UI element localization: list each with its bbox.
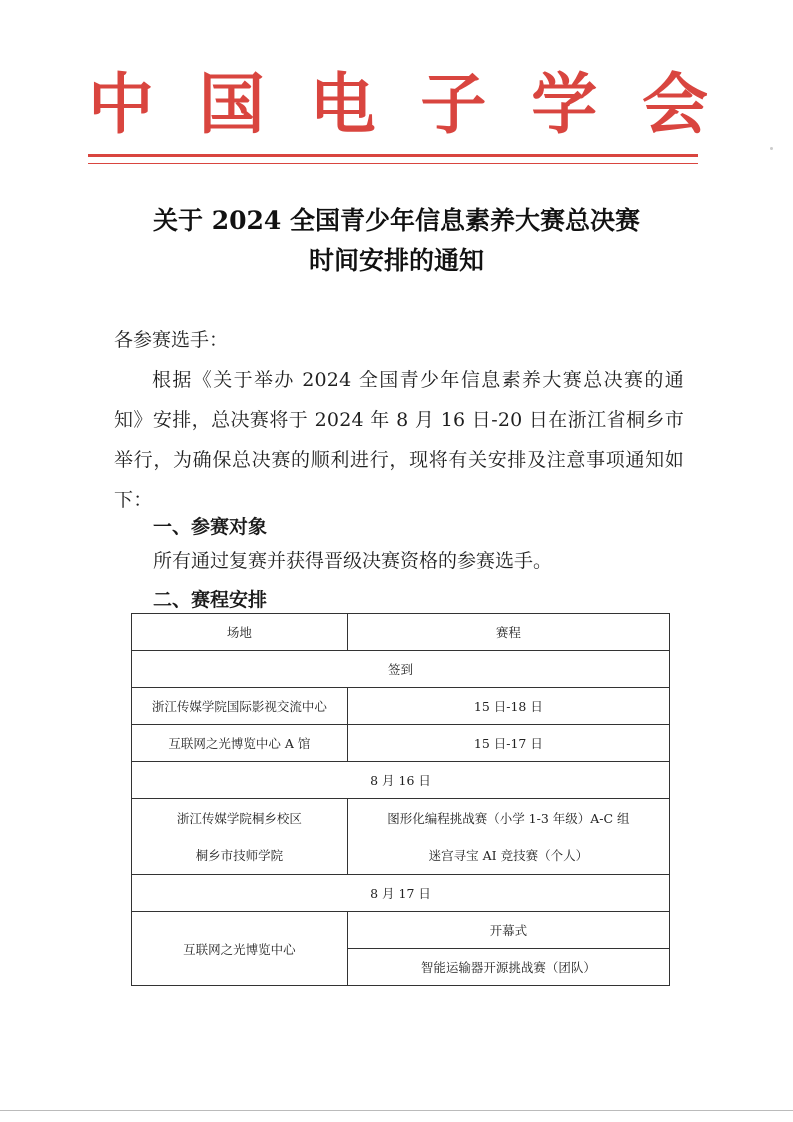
program-cell: 15 日-17 日 [347, 725, 669, 762]
table-row [132, 725, 670, 762]
program-line: 迷宫寻宝 AI 竞技赛（个人） [428, 847, 589, 863]
org-name-char: 中 [88, 65, 154, 143]
section-participants-text: 所有通过复赛并获得晋级决赛资格的参赛选手。 [153, 550, 553, 572]
section-heading-participants: 一、参赛对象 [153, 516, 268, 538]
program-cell: 15 日-18 日 [347, 688, 669, 725]
header-program: 赛程 [347, 614, 669, 651]
program-line: 图形化编程挑战赛（小学 1-3 年级）A-C 组 [387, 810, 630, 826]
org-name-char: 学 [531, 65, 598, 143]
venue-cell: 浙江传媒学院国际影视交流中心 [132, 688, 348, 725]
org-name-char: 电 [309, 65, 376, 143]
program-cell [347, 799, 669, 875]
letterhead-org-name [88, 62, 708, 146]
table-group-row [132, 651, 670, 688]
body-paragraph: 根据《关于举办 2024 全国青少年信息素养大赛总决赛的通知》安排，总决赛将于 2024 年 8 月 16 日-20 日在浙江省桐乡市举行，为确保总决赛的顺利进行，现将有关安排及注意事项通知如下： [114, 369, 684, 511]
table-row [132, 799, 670, 875]
program-cell: 智能运输器开源挑战赛（团队） [347, 949, 669, 986]
table-row [132, 688, 670, 725]
venue-cell: 互联网之光博览中心 [132, 912, 348, 986]
group-label: 签到 [132, 651, 670, 688]
table-group-row [132, 762, 670, 799]
venue-cell [132, 799, 348, 875]
org-name-char: 会 [641, 65, 708, 143]
org-name-char: 国 [198, 65, 265, 143]
table-header-row [132, 614, 670, 651]
venue-line: 桐乡市技师学院 [195, 847, 284, 863]
group-label: 8 月 17 日 [132, 875, 670, 912]
table-row [132, 912, 670, 949]
section-heading-schedule: 二、赛程安排 [153, 589, 268, 611]
header-venue: 场地 [132, 614, 348, 651]
org-name-char: 子 [420, 65, 487, 143]
schedule-table [131, 613, 670, 986]
page-bottom-edge [0, 1110, 793, 1111]
salutation: 各参赛选手： [114, 329, 229, 351]
scan-artifact [770, 147, 773, 150]
table-group-row [132, 875, 670, 912]
venue-line: 浙江传媒学院桐乡校区 [176, 810, 302, 826]
venue-cell: 互联网之光博览中心 A 馆 [132, 725, 348, 762]
document-title-line-2: 时间安排的通知 [308, 246, 484, 275]
group-label: 8 月 16 日 [132, 762, 670, 799]
letterhead-rule-thin [88, 163, 698, 164]
document-title-line-1: 关于 2024 全国青少年信息素养大赛总决赛 [153, 206, 640, 235]
program-cell: 开幕式 [347, 912, 669, 949]
letterhead-rule-thick [88, 154, 698, 157]
